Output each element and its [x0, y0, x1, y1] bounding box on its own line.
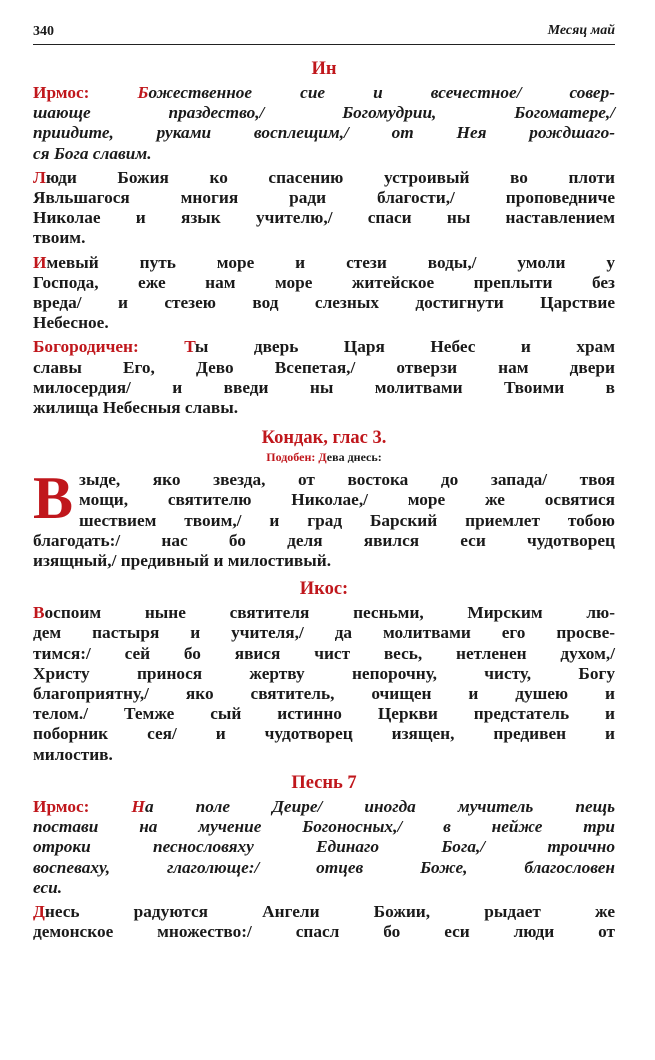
irmos-paragraph: [33, 797, 615, 898]
ikos-line: тимся:/ сей бо явися чист весь, нетленен духом,/: [33, 643, 615, 663]
ikos-paragraph: [33, 603, 615, 765]
troparion-line: демонское множество:/ спасл бо еси люди от: [33, 922, 615, 942]
troparion-initial: И: [33, 252, 47, 272]
irmos-line: постави на мучение Богоносных,/ в нейже три: [33, 817, 615, 837]
irmos-line: шающе праздество,/ Богомудрии, Богоматере,/: [33, 103, 615, 123]
ikos-line: дем пастыря и учителя,/ да молитвами его просве-: [33, 623, 615, 643]
troparion-line: Явльшагося многия ради благости,/ проповедниче: [33, 188, 615, 208]
troparion-line: Николае и язык учителю,/ спаси ны наставлением: [33, 208, 615, 228]
irmos-label: Ирмос:: [33, 796, 132, 816]
troparion-line: Небесное.: [33, 313, 109, 333]
section-heading-song7: Песнь 7: [291, 772, 357, 793]
kontakion-line: шествием твоим,/ и град Барский приемлет тобою: [79, 510, 615, 530]
theotokion-line: славы Его, Дево Всепетая,/ отверзи нам двери: [33, 357, 615, 377]
ikos-line: оспоим ныне святителя песньми, Мирским лю-: [44, 603, 615, 623]
theotokion-line: жилища Небесныя славы.: [33, 398, 239, 418]
irmos-line: еси.: [33, 877, 63, 897]
irmos-line: ся Бога славим.: [33, 143, 152, 163]
section-heading-kontakion: Кондак, глас 3.: [261, 428, 387, 449]
podoben-line: [33, 450, 615, 464]
podoben-text: ева днесь:: [326, 450, 382, 465]
ikos-line: Христу принося жертву непорочну, чисту, Богу: [33, 663, 615, 683]
irmos-line: отроки песнословяху Единаго Бога,/ троично: [33, 837, 615, 857]
irmos-line: воспеваху, глаголюще:/ отцев Боже, благословен: [33, 857, 615, 877]
kontakion-line: изящный,/ предивный и милостивый.: [33, 551, 332, 571]
irmos-line: ожественное сие и всечестное/ совер-: [148, 83, 615, 102]
troparion-paragraph: [33, 902, 615, 942]
page-header: [33, 18, 615, 45]
ikos-line: благоприятну,/ яко святитель, очищен и душею и: [33, 684, 615, 704]
drop-cap-initial: В: [33, 465, 74, 532]
kontakion-paragraph: [33, 465, 615, 571]
running-title: Месяц май: [547, 23, 615, 38]
troparion-line: мевый путь море и стези воды,/ умоли у: [46, 252, 615, 272]
ikos-line: телом./ Темже сый истинно Церкви предстатель и: [33, 704, 615, 724]
troparion-line: юди Божия ко спасению устроивый во плоти: [45, 167, 615, 187]
section-heading-in: Ин: [311, 59, 337, 79]
troparion-paragraph: [33, 168, 615, 249]
book-page: [33, 18, 615, 942]
theotokion-line: милосердия/ и введи ны молитвами Твоими в: [33, 377, 615, 397]
ikos-initial: В: [33, 603, 45, 623]
troparion-line: твоим.: [33, 228, 86, 248]
irmos-paragraph: [33, 83, 615, 164]
troparion-initial: Л: [33, 167, 46, 187]
page-number: 340: [33, 24, 54, 39]
troparion-line: несь радуются Ангели Божии, рыдает же: [44, 901, 615, 921]
kontakion-line: мощи, святителю Николае,/ море же освятися: [79, 490, 615, 510]
kontakion-line: зыде, яко звезда, от востока до запада/ твоя: [79, 470, 615, 490]
theotokion-line: ы дверь Царя Небес и храм: [194, 337, 615, 357]
irmos-initial: Н: [131, 796, 145, 816]
ikos-line: поборник сея/ и чудотворец изящен, предивен и: [33, 724, 615, 744]
ikos-line: милостив.: [33, 744, 113, 764]
irmos-label: Ирмос:: [33, 83, 138, 102]
theotokion-label: Богородичен:: [33, 337, 185, 357]
irmos-line: приидите, руками восплещим,/ от Нея рождшаго-: [33, 123, 615, 143]
podoben-label: Подобен:: [266, 450, 319, 465]
irmos-initial: Б: [137, 83, 149, 102]
troparion-line: вреда/ и стезею вод слезных достигнути Царствие: [33, 293, 615, 313]
troparion-paragraph: [33, 253, 615, 334]
irmos-line: а поле Деире/ иногда мучитель пещь: [144, 796, 615, 816]
kontakion-line: благодать:/ нас бо деля явился еси чудотворец: [33, 530, 615, 550]
section-heading-ikos: Икос:: [299, 579, 349, 600]
theotokion-paragraph: [33, 337, 615, 418]
troparion-line: Господа, еже нам море житейское преплыти без: [33, 272, 615, 292]
podoben-initial: Д: [318, 450, 327, 465]
theotokion-initial: Т: [184, 337, 195, 357]
troparion-initial: Д: [33, 901, 45, 921]
